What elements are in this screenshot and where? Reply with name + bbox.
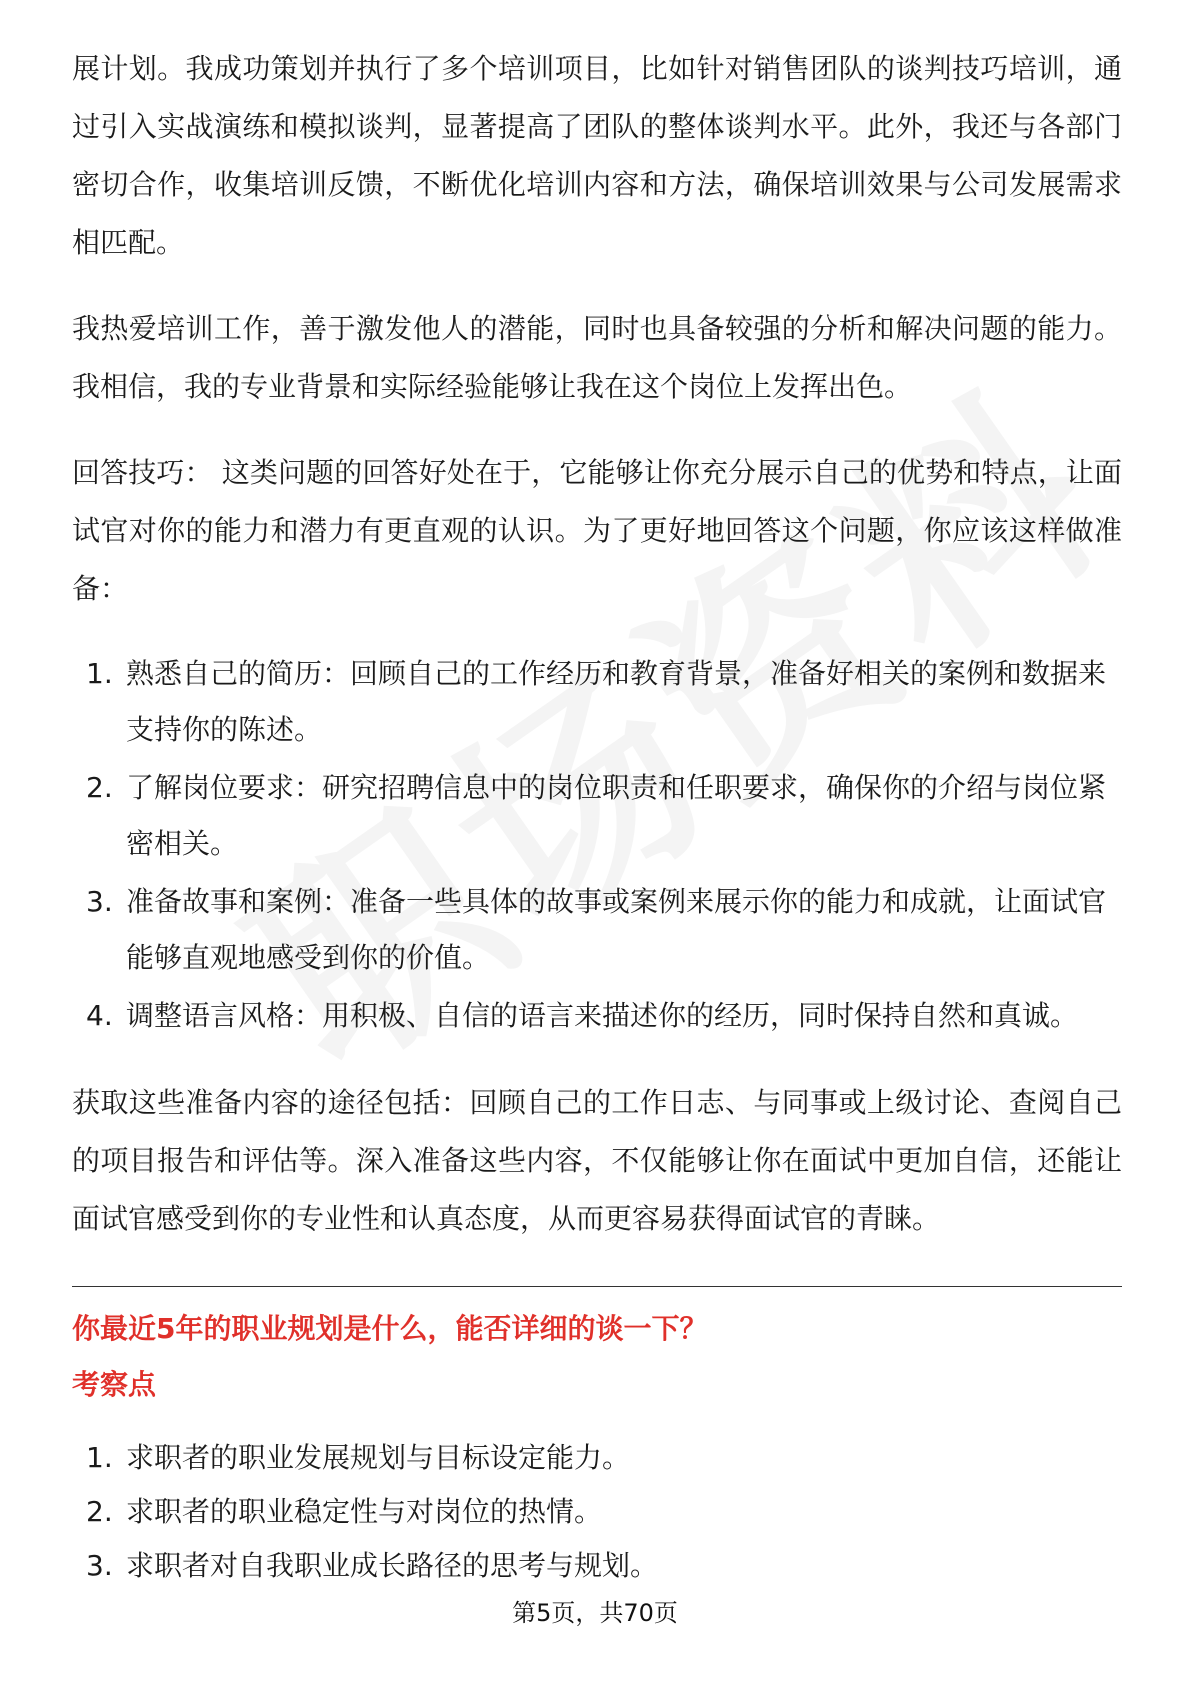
list-item-text: 熟悉自己的简历：回顾自己的工作经历和教育背景，准备好相关的案例和数据来支持你的陈述。 xyxy=(126,657,1107,746)
list-number: 4. xyxy=(86,999,113,1032)
tips-list xyxy=(72,646,1122,1044)
list-item-text: 调整语言风格：用积极、自信的语言来描述你的经历，同时保持自然和真诚。 xyxy=(126,999,1079,1032)
paragraph-answer-tips: 回答技巧： 这类问题的回答好处在于，它能够让你充分展示自己的优势和特点，让面试官对你的能力和潜力有更直观的认识。为了更好地回答这个问题，你应该这样做准备： xyxy=(72,456,1122,605)
section-divider xyxy=(72,1286,1122,1287)
page-content xyxy=(72,40,1122,1593)
list-item-text: 准备故事和案例：准备一些具体的故事或案例来展示你的能力和成就，让面试官能够直观地感受到你的价值。 xyxy=(126,885,1107,974)
list-item-text: 求职者对自我职业成长路径的思考与规划。 xyxy=(126,1549,659,1582)
list-item xyxy=(72,988,1122,1044)
list-number: 2. xyxy=(86,1495,113,1528)
list-item xyxy=(72,646,1122,758)
list-number: 1. xyxy=(86,657,113,690)
list-item xyxy=(72,1431,1122,1485)
paragraph-training-experience: 展计划。我成功策划并执行了多个培训项目，比如针对销售团队的谈判技巧培训，通过引入实战演练和模拟谈判，显著提高了团队的整体谈判水平。此外，我还与各部门密切合作，收集培训反馈，不断优化培训内容和方法，确保培训效果与公司发展需求相匹配。 xyxy=(72,52,1122,259)
list-item-text: 了解岗位要求：研究招聘信息中的岗位职责和任职要求，确保你的介绍与岗位紧密相关。 xyxy=(126,771,1107,860)
paragraph-passion: 我热爱培训工作，善于激发他人的潜能，同时也具备较强的分析和解决问题的能力。我相信，我的专业背景和实际经验能够让我在这个岗位上发挥出色。 xyxy=(72,312,1122,403)
list-item-text: 求职者的职业稳定性与对岗位的热情。 xyxy=(126,1495,603,1528)
focus-heading: 考察点 xyxy=(72,1368,157,1401)
paragraph-preparation-sources: 获取这些准备内容的途径包括：回顾自己的工作日志、与同事或上级讨论、查阅自己的项目报告和评估等。深入准备这些内容，不仅能够让你在面试中更加自信，还能让面试官感受到你的专业性和认真态度，从而更容易获得面试官的青睐。 xyxy=(72,1086,1122,1235)
list-number: 3. xyxy=(86,885,113,918)
list-item xyxy=(72,1539,1122,1593)
list-item xyxy=(72,1485,1122,1539)
list-number: 1. xyxy=(86,1441,113,1474)
list-number: 2. xyxy=(86,771,113,804)
list-item-text: 求职者的职业发展规划与目标设定能力。 xyxy=(126,1441,631,1474)
list-item xyxy=(72,874,1122,986)
focus-points-list xyxy=(72,1431,1122,1593)
list-item xyxy=(72,760,1122,872)
list-number: 3. xyxy=(86,1549,113,1582)
interview-question: 你最近5年的职业规划是什么，能否详细的谈一下？ xyxy=(72,1312,708,1345)
page-number-footer: 第5页，共70页 xyxy=(512,1599,678,1627)
